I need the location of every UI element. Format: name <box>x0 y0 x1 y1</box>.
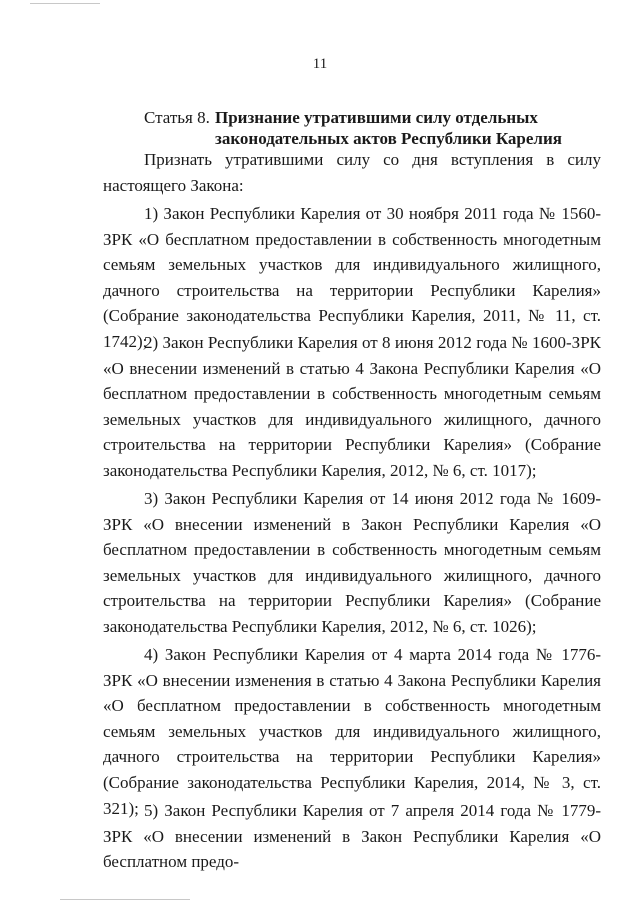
scan-edge-mark-top <box>30 3 100 4</box>
list-item-2: 2) Закон Республики Карелия от 8 июня 2012 года № 1600-ЗРК «О внесении изменений в статью 4 Закона Республики Карелия «О бесплатном предоставлении в собственность многодетным семьям земельных участков для индивидуального жилищного, дачного строительства на территории Республики Карелия» (Собрание законодательства Республики Карелия, 2012, № 6, ст. 1017); <box>103 333 601 480</box>
article-label: Статья 8. <box>144 108 210 127</box>
list-item-3: 3) Закон Республики Карелия от 14 июня 2012 года № 1609-ЗРК «О внесении изменений в Закон Республики Карелия «О бесплатном предоставлении в собственность многодетным семьям земельных участков для индивидуального жилищного, дачного строительства на территории Республики Карелия» (Собрание законодательства Республики Карелия, 2012, № 6, ст. 1026); <box>103 489 601 636</box>
page-number: 11 <box>312 56 328 72</box>
list-item-5: 5) Закон Республики Карелия от 7 апреля 2014 года № 1779-ЗРК «О внесении изменений в Закон Республики Карелия «О бесплатном предо- <box>103 801 601 872</box>
list-item-4: 4) Закон Республики Карелия от 4 марта 2014 года № 1776-ЗРК «О внесении изменения в статью 4 Закона Республики Карелия «О бесплатном предоставлении в собственность многодетным семьям земельных участков для индивидуального жилищного, дачного строительства на территории Республики Карелия» (Собрание законодательства Республики Карелия, 2014, № 3, ст. 321); <box>103 645 601 818</box>
list-item-1: 1) Закон Республики Карелия от 30 ноября 2011 года № 1560-ЗРК «О бесплатном предоставлении в собственность многодетным семьям земельных участков для индивидуального жилищного, дачного строительства на территории Республики Карелия» (Собрание законодательства Республики Карелия, 2011, № 11, ст. 1742); <box>103 204 601 351</box>
intro-paragraph: Признать утратившими силу со дня вступления в силу настоящего Закона: <box>103 150 601 195</box>
article-heading-line-1: Признание утратившими силу отдельных <box>215 108 538 127</box>
scan-edge-mark-bottom <box>60 899 190 900</box>
article-heading-line-2: законодательных актов Республики Карелия <box>215 129 562 148</box>
